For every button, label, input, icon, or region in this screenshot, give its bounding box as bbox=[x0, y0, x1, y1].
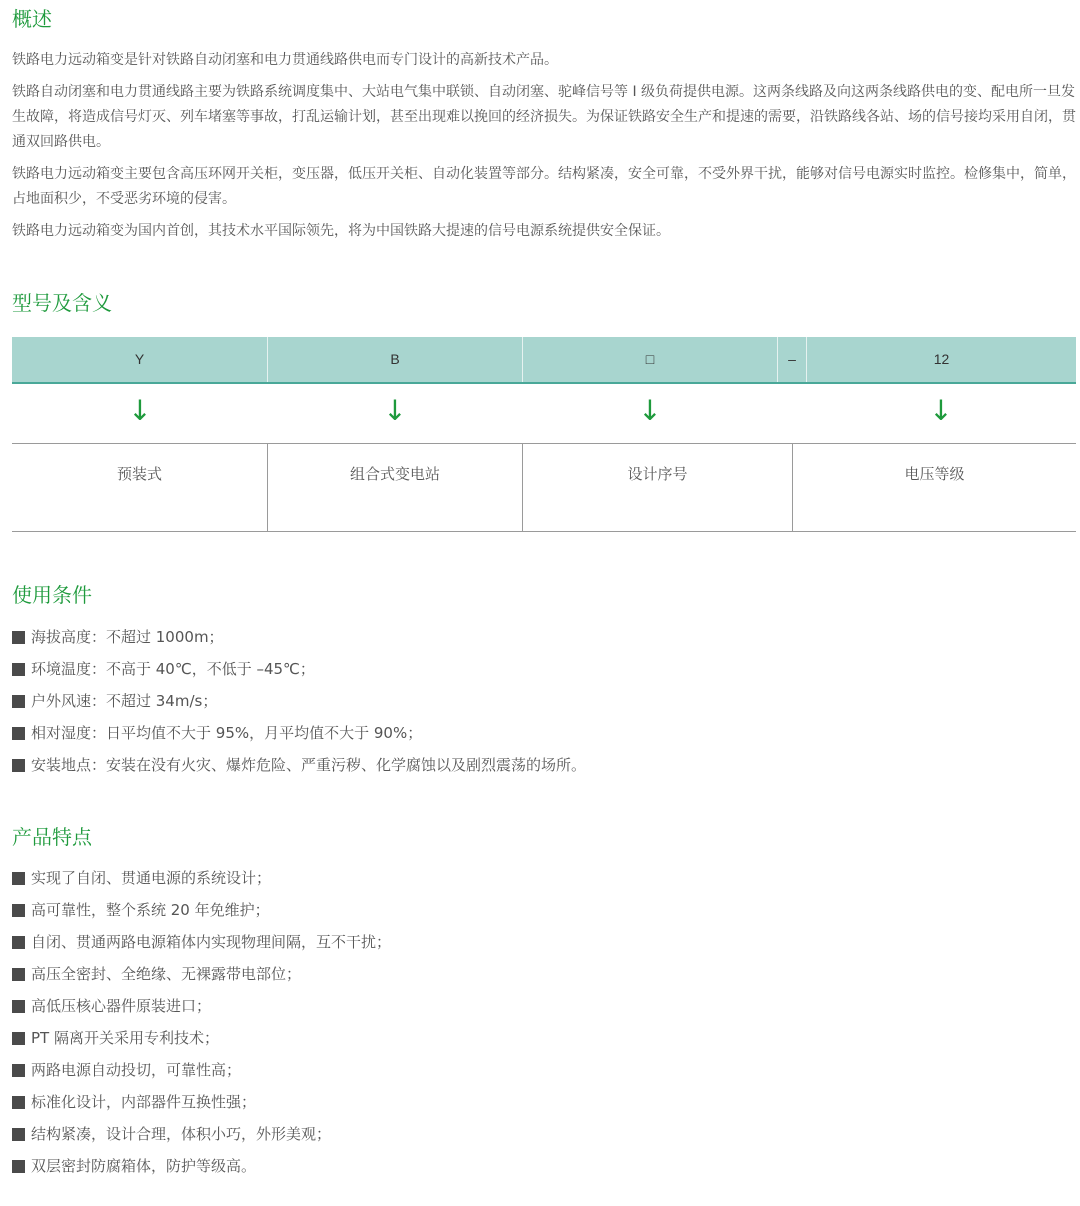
column-divider bbox=[267, 443, 268, 531]
code-b: B bbox=[390, 351, 400, 367]
model-table bbox=[12, 337, 1076, 533]
column-divider bbox=[522, 443, 523, 531]
down-arrow-icon: ↓ bbox=[638, 394, 662, 427]
list-item-text: 高低压核心器件原装进口； bbox=[31, 997, 212, 1015]
square-bullet-icon bbox=[12, 1128, 25, 1141]
list-item-text: 安装地点：安装在没有火灾、爆炸危险、严重污秽、化学腐蚀以及剧烈震荡的场所。 bbox=[31, 756, 587, 774]
list-item-text: 户外风速：不超过 34m/s； bbox=[31, 692, 218, 710]
overview-paragraph-1: 铁路电力远动箱变是针对铁路自动闭塞和电力贯通线路供电而专门设计的高新技术产品。 bbox=[12, 52, 558, 68]
square-bullet-icon bbox=[12, 695, 25, 708]
list-item bbox=[12, 931, 391, 963]
meaning-substation: 组合式变电站 bbox=[349, 465, 440, 483]
square-bullet-icon bbox=[12, 1064, 25, 1077]
square-bullet-icon bbox=[12, 936, 25, 949]
list-item bbox=[12, 1091, 391, 1123]
list-item-text: 环境温度：不高于 40℃，不低于 –45℃； bbox=[31, 660, 315, 678]
list-item bbox=[12, 658, 586, 690]
model-heading: 型号及含义 bbox=[12, 291, 112, 315]
meaning-prefab: 预装式 bbox=[116, 465, 162, 483]
list-item-text: 高压全密封、全绝缘、无裸露带电部位； bbox=[31, 965, 302, 983]
list-item bbox=[12, 1059, 391, 1091]
down-arrow-icon: ↓ bbox=[929, 394, 953, 427]
code-dash: – bbox=[788, 351, 796, 367]
code-design-number: □ bbox=[645, 351, 655, 367]
overview-paragraph-2: 铁路自动闭塞和电力贯通线路主要为铁路系统调度集中、大站电气集中联锁、自动闭塞、驼峰信号等 I 级负荷提供电源。这两条线路及向这两条线路供电的变、配电所一旦发生故障，将造成信号灯灭、列车堵塞等事故，打乱运输计划，甚至出现难以挽回的经济损失。为保证铁路安全生产和提速的需要，沿铁路线各站、场的信号接均采用自闭，贯通双回路供电。 bbox=[12, 84, 1076, 150]
list-item-text: 结构紧凑，设计合理，体积小巧，外形美观； bbox=[31, 1125, 332, 1143]
square-bullet-icon bbox=[12, 1096, 25, 1109]
conditions-list bbox=[12, 626, 586, 786]
features-list bbox=[12, 867, 391, 1187]
list-item-text: 实现了自闭、贯通电源的系统设计； bbox=[31, 869, 272, 887]
down-arrow-icon: ↓ bbox=[383, 394, 407, 427]
overview-paragraph-3: 铁路电力远动箱变主要包含高压环网开关柜，变压器，低压开关柜、自动化装置等部分。结构紧凑，安全可靠，不受外界干扰，能够对信号电源实时监控。检修集中，简单，占地面积少，不受恶劣环境的侵害。 bbox=[12, 166, 1076, 207]
list-item-text: 标准化设计，内部器件互换性强； bbox=[31, 1093, 257, 1111]
overview-paragraph-4: 铁路电力远动箱变为国内首创，其技术水平国际领先，将为中国铁路大提速的信号电源系统提供安全保证。 bbox=[12, 223, 670, 239]
list-item-text: 双层密封防腐箱体，防护等级高。 bbox=[31, 1157, 257, 1175]
list-item bbox=[12, 690, 586, 722]
list-item-text: 两路电源自动投切，可靠性高； bbox=[31, 1061, 242, 1079]
list-item-text: 海拔高度：不超过 1000m； bbox=[31, 628, 224, 646]
list-item bbox=[12, 754, 586, 786]
list-item bbox=[12, 867, 391, 899]
square-bullet-icon bbox=[12, 631, 25, 644]
list-item bbox=[12, 995, 391, 1027]
code-12: 12 bbox=[933, 351, 950, 367]
list-item-text: 高可靠性，整个系统 20 年免维护； bbox=[31, 901, 270, 919]
square-bullet-icon bbox=[12, 968, 25, 981]
code-y: Y bbox=[134, 351, 145, 367]
meaning-design-number: 设计序号 bbox=[627, 465, 688, 483]
square-bullet-icon bbox=[12, 904, 25, 917]
square-bullet-icon bbox=[12, 1160, 25, 1173]
square-bullet-icon bbox=[12, 872, 25, 885]
square-bullet-icon bbox=[12, 1032, 25, 1045]
features-heading: 产品特点 bbox=[12, 825, 92, 849]
list-item bbox=[12, 722, 586, 754]
table-divider bbox=[12, 443, 1076, 444]
list-item bbox=[12, 1155, 391, 1187]
list-item bbox=[12, 626, 586, 658]
list-item bbox=[12, 1123, 391, 1155]
square-bullet-icon bbox=[12, 1000, 25, 1013]
square-bullet-icon bbox=[12, 663, 25, 676]
down-arrow-icon: ↓ bbox=[128, 394, 152, 427]
square-bullet-icon bbox=[12, 759, 25, 772]
model-code-row bbox=[12, 337, 1076, 384]
list-item bbox=[12, 1027, 391, 1059]
overview-heading: 概述 bbox=[12, 7, 52, 31]
meaning-voltage-level: 电压等级 bbox=[904, 465, 965, 483]
conditions-heading: 使用条件 bbox=[12, 583, 92, 607]
table-bottom-border bbox=[12, 531, 1076, 532]
list-item-text: 自闭、贯通两路电源箱体内实现物理间隔，互不干扰； bbox=[31, 933, 392, 951]
square-bullet-icon bbox=[12, 727, 25, 740]
column-divider bbox=[792, 443, 793, 531]
list-item-text: PT 隔离开关采用专利技术； bbox=[31, 1029, 219, 1047]
list-item bbox=[12, 963, 391, 995]
list-item-text: 相对湿度：日平均值不大于 95%，月平均值不大于 90%； bbox=[31, 724, 423, 742]
list-item bbox=[12, 899, 391, 931]
